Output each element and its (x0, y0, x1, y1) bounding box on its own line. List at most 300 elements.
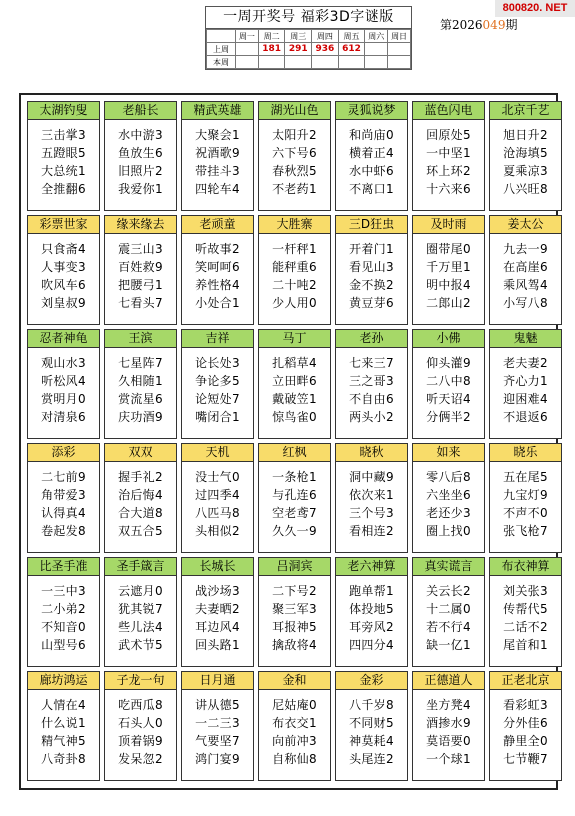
riddle-line: 一条枪1 (272, 470, 317, 484)
riddle-line: 七看头7 (118, 296, 163, 310)
riddle-card (181, 557, 254, 667)
riddle-line: 八兴旺8 (503, 182, 548, 196)
riddle-card (27, 215, 100, 325)
draw-number: 291 (285, 43, 312, 56)
card-title: 正德道人 (413, 672, 484, 690)
card-title: 忍者神龟 (28, 330, 99, 348)
riddle-line: 不离口1 (349, 182, 394, 196)
card-title: 添彩 (28, 444, 99, 462)
riddle-line: 赏明月0 (41, 392, 86, 406)
riddle-line: 耳边风4 (195, 620, 240, 634)
row-label: 本周 (207, 56, 236, 69)
riddle-line: 一二三3 (195, 716, 240, 730)
riddle-line: 七来三7 (349, 356, 394, 370)
riddle-line: 角带爱3 (41, 488, 86, 502)
riddle-card (181, 101, 254, 211)
riddle-lines (413, 348, 484, 426)
riddle-card (412, 215, 485, 325)
riddle-line: 迎困难4 (503, 392, 548, 406)
riddle-card (335, 557, 408, 667)
riddle-line: 立田畔6 (272, 374, 317, 388)
card-title: 太湖钓叟 (28, 102, 99, 120)
riddle-lines (259, 462, 330, 540)
riddle-line: 零八后8 (426, 470, 471, 484)
riddle-line: 人事变3 (41, 260, 86, 274)
riddle-line: 八奇卦8 (41, 752, 86, 766)
riddle-card (412, 671, 485, 781)
riddle-line: 吹风车6 (41, 278, 86, 292)
riddle-lines (259, 348, 330, 426)
riddle-line: 一杆秤1 (272, 242, 317, 256)
riddle-line: 聚三军3 (272, 602, 317, 616)
issue-number: 049 (482, 18, 506, 32)
riddle-line: 布衣交1 (272, 716, 317, 730)
riddle-line: 水中游3 (118, 128, 163, 142)
riddle-line: 静里全0 (503, 734, 548, 748)
riddle-lines (182, 576, 253, 654)
card-title: 圣手箴言 (105, 558, 176, 576)
riddle-lines (182, 348, 253, 426)
riddle-line: 圈上找0 (426, 524, 471, 538)
riddle-lines (105, 462, 176, 540)
riddle-line: 十二属0 (426, 602, 471, 616)
riddle-lines (28, 348, 99, 426)
riddle-card (104, 101, 177, 211)
riddle-line: 小处合1 (195, 296, 240, 310)
riddle-line: 洞中藏9 (349, 470, 394, 484)
riddle-lines (28, 120, 99, 198)
riddle-line: 坐方凳4 (426, 698, 471, 712)
riddle-line: 张飞枪7 (503, 524, 548, 538)
day-label: 周四 (312, 30, 339, 43)
riddle-line: 六下号6 (272, 146, 317, 160)
riddle-line: 庆功酒9 (118, 410, 163, 424)
riddle-card (181, 329, 254, 439)
riddle-lines (336, 234, 407, 312)
riddle-line: 久久一9 (272, 524, 317, 538)
card-title: 真实谎言 (413, 558, 484, 576)
card-title: 马丁 (259, 330, 330, 348)
card-title: 晓秋 (336, 444, 407, 462)
riddle-line: 听天诏4 (426, 392, 471, 406)
riddle-lines (182, 234, 253, 312)
riddle-line: 久相随1 (118, 374, 163, 388)
riddle-line: 不声不0 (503, 506, 548, 520)
riddle-card (104, 557, 177, 667)
riddle-line: 缺一亿1 (426, 638, 471, 652)
riddle-line: 卷起发8 (41, 524, 86, 538)
riddle-line: 齐心力1 (503, 374, 548, 388)
draw-number (236, 43, 259, 56)
riddle-line: 千万里1 (426, 260, 471, 274)
riddle-card (412, 557, 485, 667)
riddle-card (412, 329, 485, 439)
riddle-card (104, 215, 177, 325)
riddle-lines (336, 690, 407, 768)
riddle-lines (28, 234, 99, 312)
riddle-card (489, 557, 562, 667)
riddle-lines (413, 462, 484, 540)
riddle-line: 精气神5 (41, 734, 86, 748)
draw-number: 612 (338, 43, 365, 56)
riddle-line: 关云长2 (426, 584, 471, 598)
riddle-line: 耳旁风2 (349, 620, 394, 634)
riddle-line: 吃西瓜8 (118, 698, 163, 712)
riddle-line: 三击掌3 (41, 128, 86, 142)
card-title: 老六神算 (336, 558, 407, 576)
riddle-line: 二郎山2 (426, 296, 471, 310)
riddle-lines (259, 690, 330, 768)
riddle-lines (490, 690, 561, 768)
riddle-card (258, 557, 331, 667)
riddle-card (104, 671, 177, 781)
draw-number (388, 43, 411, 56)
riddle-lines (28, 690, 99, 768)
riddle-line: 听故事2 (195, 242, 240, 256)
riddle-line: 明中报4 (426, 278, 471, 292)
riddle-line: 对清泉6 (41, 410, 86, 424)
riddle-card (181, 671, 254, 781)
riddle-line: 二小弟2 (41, 602, 86, 616)
card-title: 灵狐说梦 (336, 102, 407, 120)
riddle-card (258, 329, 331, 439)
riddle-lines (105, 576, 176, 654)
draw-number (365, 43, 388, 56)
site-watermark: 800820. NET (495, 0, 575, 17)
riddle-lines (413, 234, 484, 312)
riddle-line: 分俩半2 (426, 410, 471, 424)
card-title: 长城长 (182, 558, 253, 576)
card-title: 天机 (182, 444, 253, 462)
card-title: 缘来缘去 (105, 216, 176, 234)
riddle-card (489, 329, 562, 439)
riddle-line: 没士气0 (195, 470, 240, 484)
riddle-card (27, 443, 100, 553)
riddle-line: 八匹马8 (195, 506, 240, 520)
riddle-line: 百姓救9 (118, 260, 163, 274)
riddle-line: 嘴闭合1 (195, 410, 240, 424)
riddle-line: 传帮代5 (503, 602, 548, 616)
riddle-grid (27, 101, 562, 781)
riddle-lines (413, 576, 484, 654)
riddle-line: 什么说1 (41, 716, 86, 730)
card-title: 小佛 (413, 330, 484, 348)
riddle-line: 九宝灯9 (503, 488, 548, 502)
card-title: 蓝色闪电 (413, 102, 484, 120)
riddle-line: 擒敌将4 (272, 638, 317, 652)
riddle-line: 戴破笠1 (272, 392, 317, 406)
riddle-line: 不老药1 (272, 182, 317, 196)
riddle-line: 祝酒歌9 (195, 146, 240, 160)
riddle-line: 七节鞭7 (503, 752, 548, 766)
riddle-line: 耳报神5 (272, 620, 317, 634)
riddle-line: 赏流星6 (118, 392, 163, 406)
riddle-line: 看见山3 (349, 260, 394, 274)
riddle-lines (105, 234, 176, 312)
riddle-card (335, 215, 408, 325)
card-title: 正老北京 (490, 672, 561, 690)
riddle-lines (336, 576, 407, 654)
riddle-line: 两头小2 (349, 410, 394, 424)
riddle-line: 旭日升2 (503, 128, 548, 142)
riddle-card (335, 101, 408, 211)
riddle-line: 云遮月0 (118, 584, 163, 598)
riddle-line: 把腰弓1 (118, 278, 163, 292)
card-title: 湖光山色 (259, 102, 330, 120)
riddle-card (335, 671, 408, 781)
riddle-line: 争论多5 (195, 374, 240, 388)
card-title: 北京千艺 (490, 102, 561, 120)
draw-number: 181 (258, 43, 285, 56)
riddle-line: 太阳升2 (272, 128, 317, 142)
riddle-line: 仰头灌9 (426, 356, 471, 370)
riddle-card (489, 443, 562, 553)
riddle-line: 只食斋4 (41, 242, 86, 256)
riddle-line: 四轮车4 (195, 182, 240, 196)
riddle-lines (336, 462, 407, 540)
riddle-lines (336, 120, 407, 198)
riddle-line: 二八中8 (426, 374, 471, 388)
riddle-line: 大聚会1 (195, 128, 240, 142)
riddle-lines (182, 462, 253, 540)
riddle-line: 跑单帮1 (349, 584, 394, 598)
table-header-row (207, 30, 411, 43)
riddle-card (258, 671, 331, 781)
riddle-line: 鱼放生6 (118, 146, 163, 160)
riddle-line: 横着正4 (349, 146, 394, 160)
riddle-line: 空老鸢7 (272, 506, 317, 520)
card-title: 吕洞宾 (259, 558, 330, 576)
riddle-line: 听松风4 (41, 374, 86, 388)
riddle-line: 向前冲3 (272, 734, 317, 748)
card-title: 比圣手准 (28, 558, 99, 576)
riddle-line: 过四季4 (195, 488, 240, 502)
riddle-card (27, 101, 100, 211)
riddle-line: 论短处7 (195, 392, 240, 406)
riddle-lines (105, 120, 176, 198)
riddle-line: 五蹬眼5 (41, 146, 86, 160)
card-title: 姜太公 (490, 216, 561, 234)
riddle-lines (259, 576, 330, 654)
card-title: 吉祥 (182, 330, 253, 348)
riddle-line: 能秤重6 (272, 260, 317, 274)
riddle-line: 一个球1 (426, 752, 471, 766)
card-title: 双双 (105, 444, 176, 462)
riddle-line: 少人用0 (272, 296, 317, 310)
last-week-row (207, 43, 411, 56)
riddle-line: 带挂斗3 (195, 164, 240, 178)
riddle-line: 环上环2 (426, 164, 471, 178)
riddle-line: 自称仙8 (272, 752, 317, 766)
day-label: 周五 (338, 30, 365, 43)
riddle-line: 扎稻草4 (272, 356, 317, 370)
riddle-line: 认得真4 (41, 506, 86, 520)
card-title: 大胜寨 (259, 216, 330, 234)
riddle-lines (259, 120, 330, 198)
riddle-line: 二十吨2 (272, 278, 317, 292)
riddle-line: 体投地5 (349, 602, 394, 616)
riddle-line: 人情在4 (41, 698, 86, 712)
riddle-card (489, 671, 562, 781)
riddle-line: 一三中3 (41, 584, 86, 598)
day-label: 周日 (388, 30, 411, 43)
riddle-lines (490, 234, 561, 312)
riddle-line: 双五合5 (118, 524, 163, 538)
riddle-card (412, 101, 485, 211)
draw-number: 936 (312, 43, 339, 56)
riddle-line: 不知音0 (41, 620, 86, 634)
riddle-line: 小写八8 (503, 296, 548, 310)
riddle-lines (105, 690, 176, 768)
card-title: 老顽童 (182, 216, 253, 234)
riddle-card (412, 443, 485, 553)
riddle-line: 犹其锐7 (118, 602, 163, 616)
riddle-line: 旧照片2 (118, 164, 163, 178)
riddle-line: 尾首和1 (503, 638, 548, 652)
card-title: 晓乐 (490, 444, 561, 462)
riddle-lines (490, 462, 561, 540)
riddle-line: 回原处5 (426, 128, 471, 142)
riddle-line: 与孔连6 (272, 488, 317, 502)
riddle-line: 三之哥3 (349, 374, 394, 388)
card-title: 精武英雄 (182, 102, 253, 120)
riddle-line: 老夫妻2 (503, 356, 548, 370)
riddle-card (335, 443, 408, 553)
riddle-line: 回头路1 (195, 638, 240, 652)
riddle-line: 莫语要0 (426, 734, 471, 748)
riddle-line: 头相似2 (195, 524, 240, 538)
riddle-line: 气要坚7 (195, 734, 240, 748)
riddle-line: 开着门1 (349, 242, 394, 256)
riddle-card (104, 329, 177, 439)
riddle-board (19, 93, 558, 790)
riddle-line: 沧海填5 (503, 146, 548, 160)
riddle-lines (28, 462, 99, 540)
riddle-line: 刘皇叔9 (41, 296, 86, 310)
card-title: 彩票世家 (28, 216, 99, 234)
riddle-line: 五在尾5 (503, 470, 548, 484)
riddle-line: 看彩虹3 (503, 698, 548, 712)
riddle-line: 战沙场3 (195, 584, 240, 598)
riddle-line: 十六来6 (426, 182, 471, 196)
riddle-line: 头尾连2 (349, 752, 394, 766)
riddle-lines (182, 120, 253, 198)
day-label: 周一 (236, 30, 259, 43)
riddle-line: 夫妻晒2 (195, 602, 240, 616)
card-title: 日月通 (182, 672, 253, 690)
riddle-card (181, 215, 254, 325)
riddle-line: 全推翻6 (41, 182, 86, 196)
riddle-line: 惊鸟雀0 (272, 410, 317, 424)
riddle-line: 尼姑庵0 (272, 698, 317, 712)
riddle-line: 金不换2 (349, 278, 394, 292)
header-title: 一周开奖号 福彩3D字谜版 (206, 7, 411, 29)
weekly-draw-header (205, 6, 412, 70)
riddle-card (489, 101, 562, 211)
riddle-line: 春秋烈5 (272, 164, 317, 178)
riddle-card (489, 215, 562, 325)
weekly-results-table (206, 29, 411, 69)
riddle-line: 水中虾6 (349, 164, 394, 178)
riddle-line: 刘关张3 (503, 584, 548, 598)
riddle-line: 乘风驾4 (503, 278, 548, 292)
riddle-line: 一中坚1 (426, 146, 471, 160)
card-title: 廊坊鸿运 (28, 672, 99, 690)
card-title: 王滨 (105, 330, 176, 348)
riddle-line: 夏乘凉3 (503, 164, 548, 178)
riddle-line: 不自由6 (349, 392, 394, 406)
riddle-line: 不同财5 (349, 716, 394, 730)
card-title: 鬼魅 (490, 330, 561, 348)
riddle-lines (259, 234, 330, 312)
day-label: 周六 (365, 30, 388, 43)
riddle-line: 八千岁8 (349, 698, 394, 712)
riddle-line: 观山水3 (41, 356, 86, 370)
riddle-line: 二话不2 (503, 620, 548, 634)
riddle-lines (490, 120, 561, 198)
riddle-line: 酒掺水9 (426, 716, 471, 730)
riddle-line: 鸿门宴9 (195, 752, 240, 766)
riddle-lines (28, 576, 99, 654)
riddle-line: 发呆忽2 (118, 752, 163, 766)
card-title: 三D狂虫 (336, 216, 407, 234)
riddle-line: 石头人0 (118, 716, 163, 730)
riddle-line: 三个号3 (349, 506, 394, 520)
riddle-line: 震三山3 (118, 242, 163, 256)
riddle-line: 六坐坐6 (426, 488, 471, 502)
card-title: 及时雨 (413, 216, 484, 234)
riddle-line: 论长处3 (195, 356, 240, 370)
day-label: 周二 (258, 30, 285, 43)
riddle-line: 武术节5 (118, 638, 163, 652)
riddle-line: 握手礼2 (118, 470, 163, 484)
riddle-card (258, 443, 331, 553)
riddle-lines (490, 576, 561, 654)
riddle-line: 些儿法4 (118, 620, 163, 634)
riddle-card (335, 329, 408, 439)
riddle-line: 二七前9 (41, 470, 86, 484)
riddle-line: 大总统1 (41, 164, 86, 178)
day-label: 周三 (285, 30, 312, 43)
this-week-row (207, 56, 411, 69)
riddle-line: 老还少3 (426, 506, 471, 520)
card-title: 红枫 (259, 444, 330, 462)
riddle-line: 九去一9 (503, 242, 548, 256)
riddle-line: 在高崖6 (503, 260, 548, 274)
riddle-lines (182, 690, 253, 768)
riddle-card (181, 443, 254, 553)
riddle-card (104, 443, 177, 553)
riddle-line: 我爱你1 (118, 182, 163, 196)
issue-suffix: 期 (505, 18, 518, 32)
riddle-line: 神莫耗4 (349, 734, 394, 748)
riddle-line: 四四分4 (349, 638, 394, 652)
riddle-line: 看相连2 (349, 524, 394, 538)
riddle-line: 圈带尾0 (426, 242, 471, 256)
riddle-line: 治后悔4 (118, 488, 163, 502)
card-title: 子龙一句 (105, 672, 176, 690)
card-title: 金彩 (336, 672, 407, 690)
riddle-line: 山型号6 (41, 638, 86, 652)
card-title: 金和 (259, 672, 330, 690)
riddle-line: 依次来1 (349, 488, 394, 502)
riddle-card (27, 557, 100, 667)
riddle-line: 合大道8 (118, 506, 163, 520)
riddle-lines (413, 120, 484, 198)
issue-prefix: 第2026 (440, 18, 483, 32)
riddle-line: 和尚庙0 (349, 128, 394, 142)
riddle-line: 顶着锅9 (118, 734, 163, 748)
